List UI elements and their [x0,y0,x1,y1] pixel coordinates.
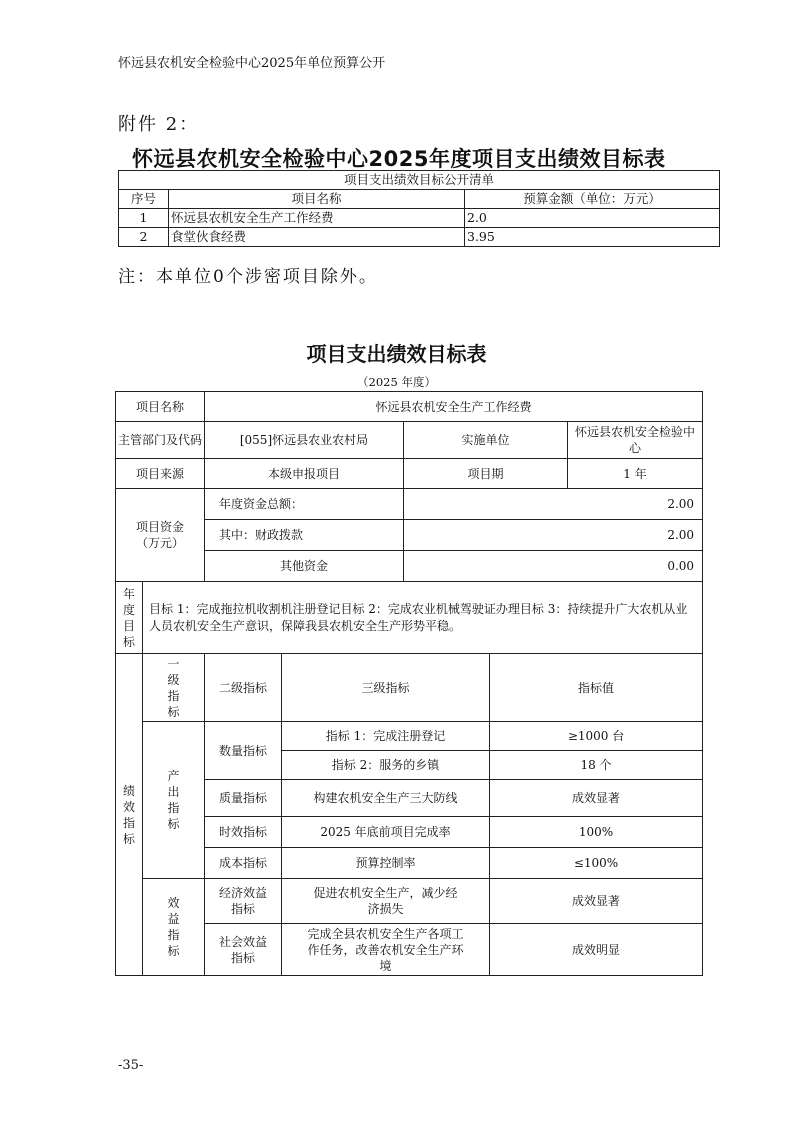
source-label: 项目来源 [116,459,205,489]
value-header: 指标值 [490,654,703,722]
dept-value: [055]怀远县农业农村局 [205,422,404,459]
benefit-label: 效益指标 [143,879,205,976]
project-name-value: 怀远县农机安全生产工作经费 [205,392,703,422]
level1-header: 一级指标 [143,654,205,722]
output-label: 产出指标 [143,722,205,879]
table-row [116,817,703,848]
detail-year: （2025 年度） [357,375,436,389]
l2-economic: 经济效益指标 [205,879,282,924]
row-name: 怀远县农机安全生产工作经费 [169,209,465,228]
value-cell: 成效显著 [490,879,703,924]
detail-title: 项目支出绩效目标表 [306,342,487,366]
fund-other-label: 其他资金 [205,551,404,582]
header-name: 项目名称 [169,190,465,209]
row-no: 2 [119,228,169,247]
note: 注：本单位0个涉密项目除外。 [118,267,378,287]
l3-cell: 完成全县农机安全生产各项工作任务，改善农机安全生产环境 [282,924,490,976]
fund-other-value: 0.00 [404,551,703,582]
fund-total-label: 年度资金总额： [205,489,404,520]
table-row [116,780,703,817]
perf-label: 绩效指标 [116,654,143,976]
fund-fiscal-value: 2.00 [404,520,703,551]
row-no: 1 [119,209,169,228]
table-row [116,879,703,924]
goal-text: 目标 1：完成拖拉机收割机注册登记目标 2：完成农业机械驾驶证办理目标 3：持续提升广大农机从业人员农机安全生产意识，保障我县农机安全生产形势平稳。 [143,582,703,654]
table-row [119,228,720,247]
table-row [116,848,703,879]
value-cell: 18 个 [490,751,703,780]
level2-header: 二级指标 [205,654,282,722]
main-title: 怀远县农机安全检验中心2025年度项目支出绩效目标表 [132,147,666,171]
source-value: 本级申报项目 [205,459,404,489]
value-cell: ≤100% [490,848,703,879]
l2-quantity: 数量指标 [205,722,282,780]
l3-cell: 指标 2：服务的乡镇 [282,751,490,780]
value-cell: 成效明显 [490,924,703,976]
fund-fiscal-label: 其中：财政拨款 [205,520,404,551]
l3-cell: 2025 年底前项目完成率 [282,817,490,848]
list-caption: 项目支出绩效目标公开清单 [119,171,720,190]
performance-table [115,391,703,976]
l2-timeliness: 时效指标 [205,817,282,848]
impl-value: 怀远县农机安全检验中心 [568,422,703,459]
fund-total-value: 2.00 [404,489,703,520]
row-amount: 2.0 [465,209,720,228]
impl-label: 实施单位 [404,422,568,459]
level3-header: 三级指标 [282,654,490,722]
project-name-label: 项目名称 [116,392,205,422]
row-amount: 3.95 [465,228,720,247]
period-value: 1 年 [568,459,703,489]
dept-label: 主管部门及代码 [116,422,205,459]
l2-quality: 质量指标 [205,780,282,817]
running-header: 怀远县农机安全检验中心2025年单位预算公开 [118,56,386,71]
fund-label: 项目资金（万元） [116,489,205,582]
table-row [116,924,703,976]
project-list-table [118,170,720,247]
period-label: 项目期 [404,459,568,489]
l3-cell: 构建农机安全生产三大防线 [282,780,490,817]
header-no: 序号 [119,190,169,209]
row-name: 食堂伙食经费 [169,228,465,247]
l3-cell: 预算控制率 [282,848,490,879]
l3-cell: 指标 1：完成注册登记 [282,722,490,751]
header-amount: 预算金额（单位：万元） [465,190,720,209]
l2-cost: 成本指标 [205,848,282,879]
value-cell: 成效显著 [490,780,703,817]
table-row [119,209,720,228]
value-cell: ≥1000 台 [490,722,703,751]
table-row [116,722,703,751]
goal-label: 年度目标 [116,582,143,654]
l2-social: 社会效益指标 [205,924,282,976]
page-number: -35- [118,1058,144,1073]
value-cell: 100% [490,817,703,848]
l3-cell: 促进农机安全生产，减少经济损失 [282,879,490,924]
attachment-label: 附件 2： [118,114,200,135]
